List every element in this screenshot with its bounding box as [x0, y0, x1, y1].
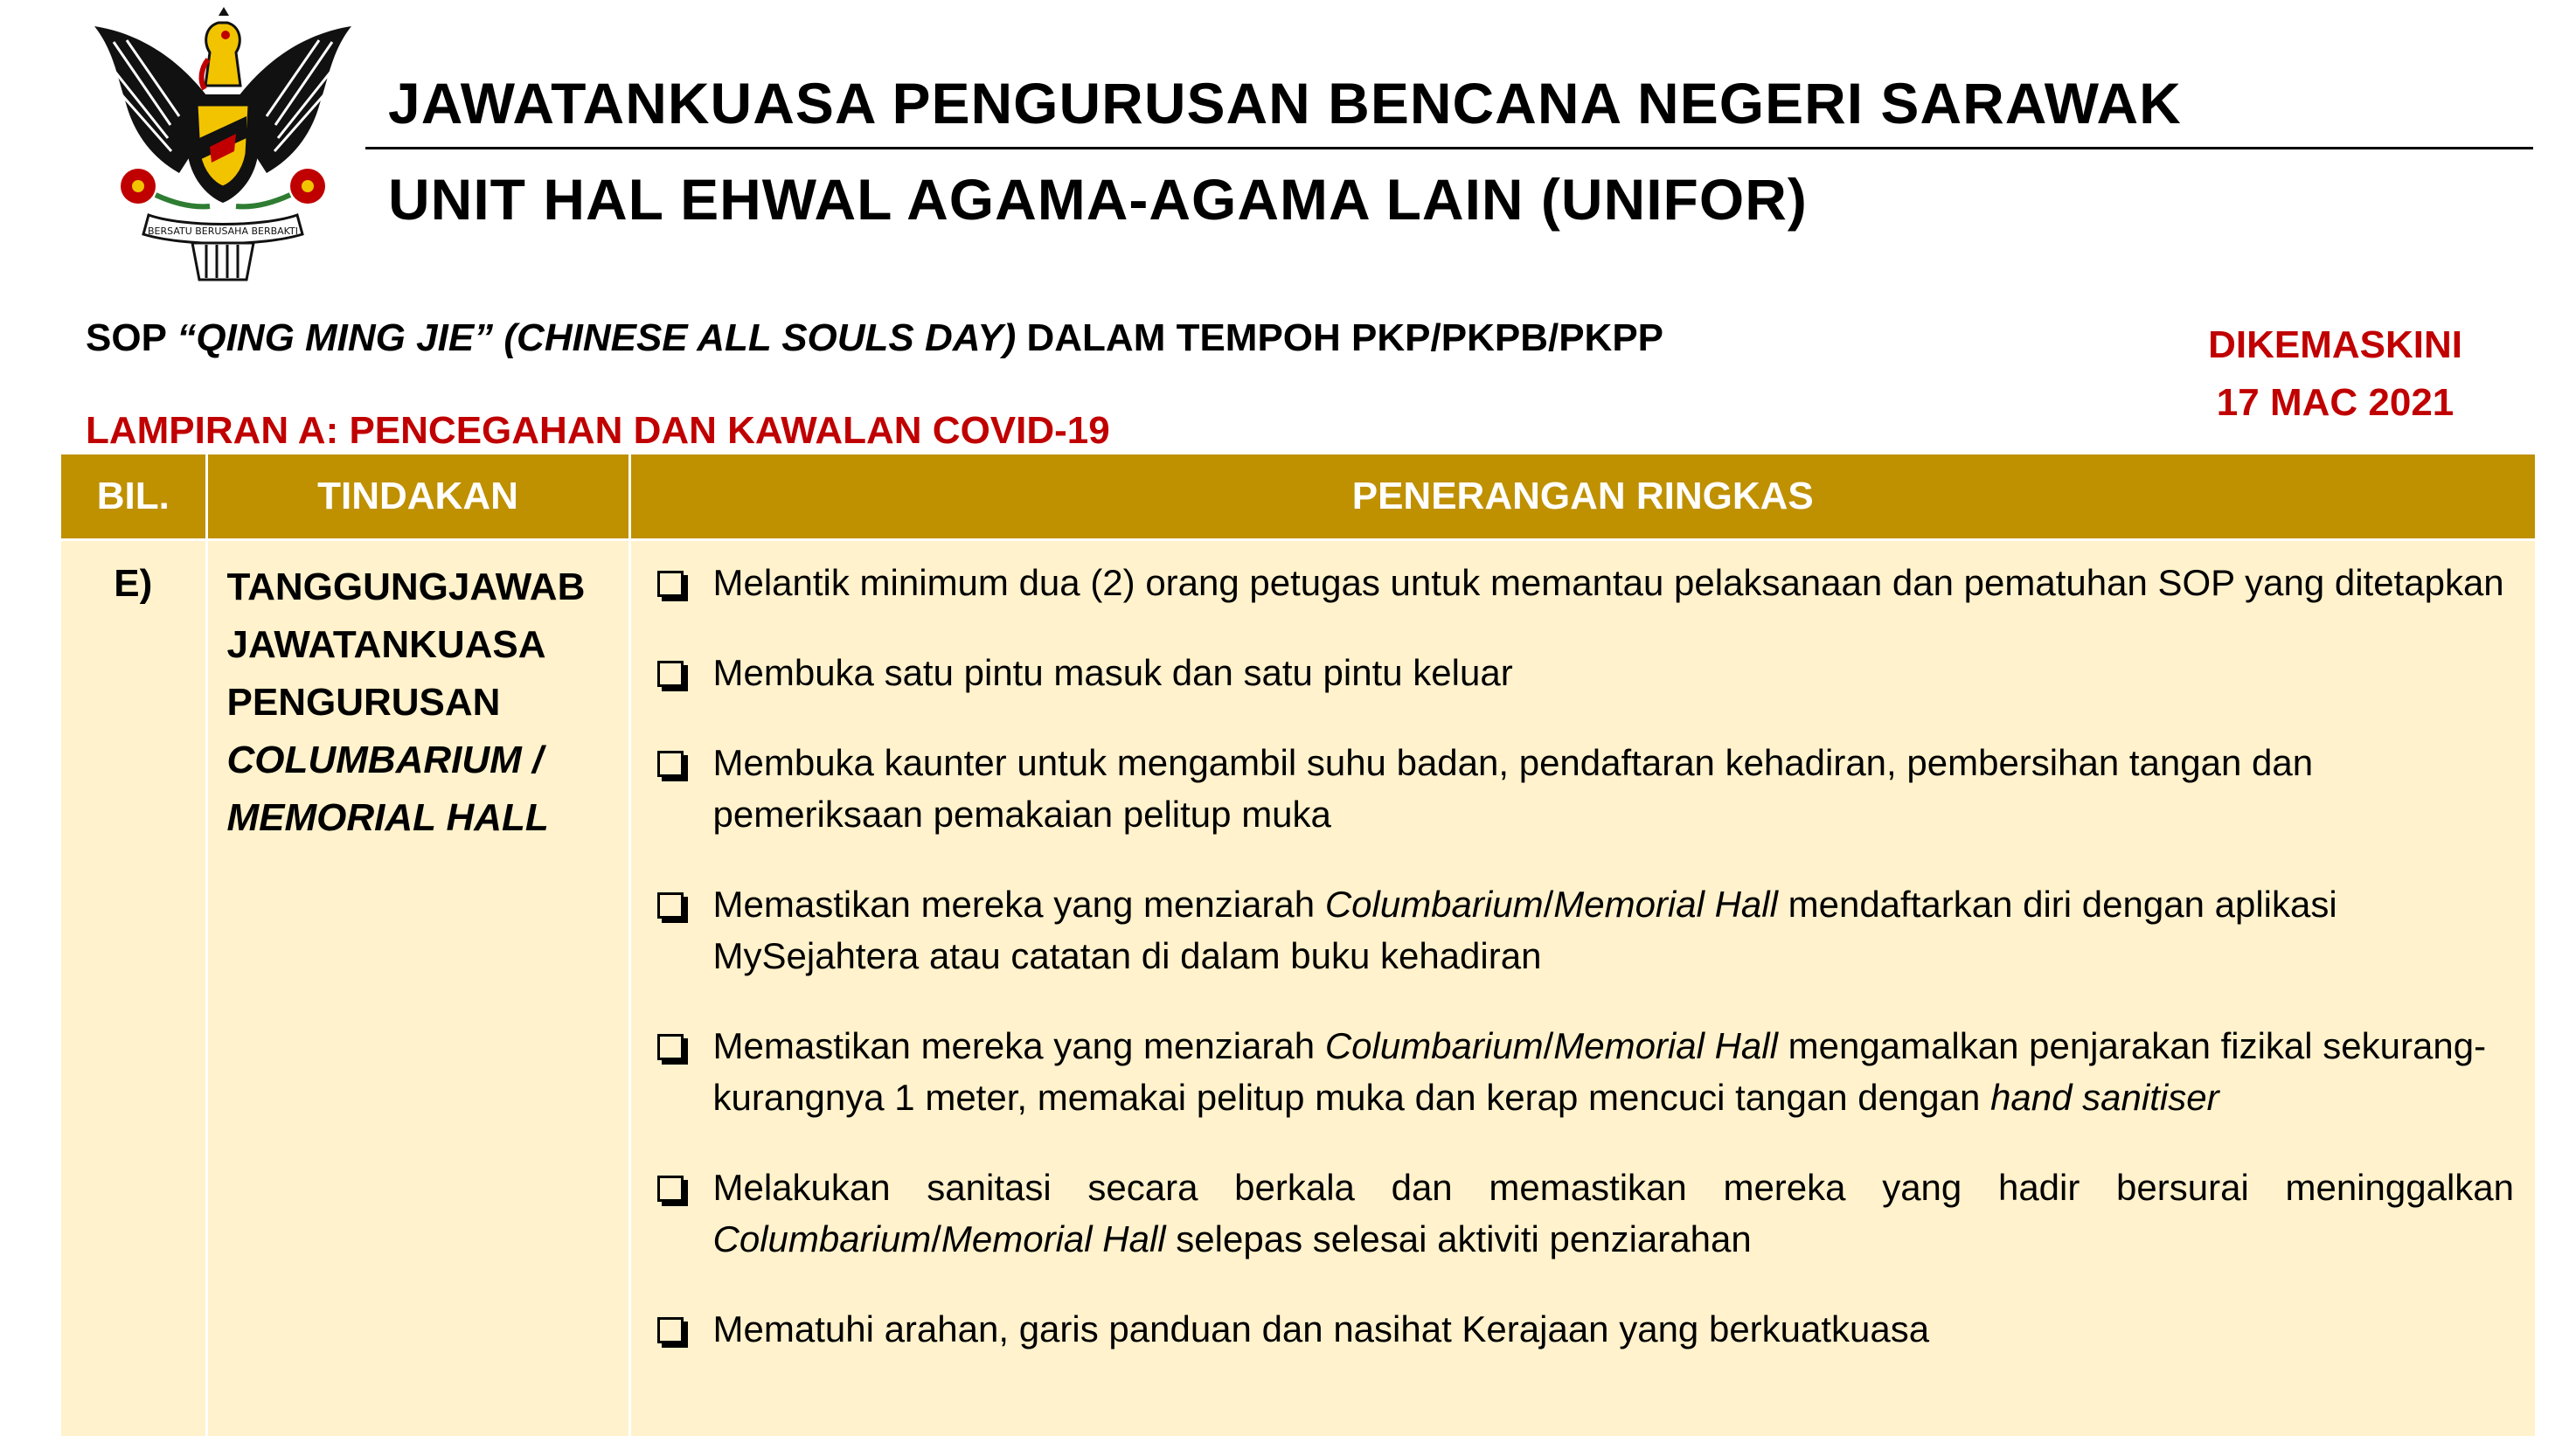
sop-prefix: SOP: [86, 316, 177, 359]
list-item: [649, 1303, 2515, 1355]
cell-tindakan: [206, 540, 629, 1437]
checkbox-icon: [657, 1176, 684, 1202]
crest-motto: BERSATU BERUSAHA BERBAKTI: [148, 225, 298, 237]
tindakan-line: COLUMBARIUM /: [226, 739, 544, 781]
point-text: Melantik minimum dua (2) orang petugas untuk memantau pelaksanaan dan pematuhan SOP yang ditetapkan: [712, 562, 2504, 603]
checkbox-icon: [657, 892, 684, 919]
point-text-italic: Columbarium: [712, 1218, 932, 1259]
updated-label: DIKEMASKINI: [2208, 323, 2462, 366]
point-text: selepas selesai aktiviti penziarahan: [1165, 1218, 1752, 1259]
tindakan-line: JAWATANKUASA: [226, 623, 546, 666]
point-text: Membuka kaunter untuk mengambil suhu badan, pendaftaran kehadiran, pembersihan tangan dan pemeriksaan pemakaian pelitup muka: [712, 742, 2314, 835]
point-text-italic: Memorial Hall: [1553, 1025, 1778, 1066]
checkbox-icon: [657, 1317, 684, 1343]
point-list: [631, 541, 2536, 1355]
cell-bil: E): [61, 540, 206, 1437]
sop-italic: “QING MING JIE” (CHINESE ALL SOULS DAY): [177, 316, 1017, 359]
point-text-italic: Memorial Hall: [1553, 884, 1778, 925]
checkbox-icon: [657, 571, 684, 597]
updated-date: 17 MAC 2021: [2216, 381, 2454, 424]
checkbox-icon: [657, 1034, 684, 1060]
checkbox-icon: [657, 661, 684, 687]
table-header-row: [61, 454, 2535, 540]
header-title-line2: UNIT HAL EHWAL AGAMA-AGAMA LAIN (UNIFOR): [388, 167, 1808, 232]
column-header-bil: BIL.: [61, 454, 206, 540]
table-row: [61, 540, 2535, 1437]
column-header-tindakan: TINDAKAN: [206, 454, 629, 540]
sop-suffix: DALAM TEMPOH PKP/PKPB/PKPP: [1016, 316, 1664, 359]
tindakan-line: TANGGUNGJAWAB: [226, 565, 586, 608]
point-text: Membuka satu pintu masuk dan satu pintu keluar: [712, 652, 1513, 693]
point-text: Melakukan sanitasi secara berkala dan memastikan mereka yang hadir bersurai meninggalkan: [712, 1167, 2514, 1208]
list-item: [649, 878, 2515, 982]
updated-stamp: [2208, 316, 2462, 432]
point-text: /: [1543, 1025, 1554, 1066]
lampiran-title: LAMPIRAN A: PENCEGAHAN DAN KAWALAN COVID-19: [86, 409, 1110, 452]
list-item: [649, 737, 2515, 840]
cell-penerangan: [629, 540, 2535, 1437]
header-title-line1: JAWATANKUASA PENGURUSAN BENCANA NEGERI SARAWAK: [388, 71, 2182, 135]
point-text: mengamalkan penjarakan fizikal sekurang-kurangnya 1 meter, memakai pelitup muka dan kerap mencuci tangan dengan: [712, 1025, 2487, 1118]
tindakan-line: PENGURUSAN: [226, 681, 501, 724]
point-text: /: [1543, 884, 1554, 925]
sop-table: [61, 454, 2535, 1436]
point-text: Mematuhi arahan, garis panduan dan nasihat Kerajaan yang berkuatkuasa: [712, 1308, 1930, 1349]
sarawak-coat-of-arms-icon: [87, 7, 358, 283]
checkbox-icon: [657, 751, 684, 777]
column-header-penerangan: PENERANGAN RINGKAS: [629, 454, 2535, 540]
list-item: [649, 1020, 2515, 1123]
point-text: mendaftarkan diri dengan aplikasi MySejahtera atau catatan di dalam buku kehadiran: [712, 884, 2337, 976]
point-text: Memastikan mereka yang menziarah: [712, 884, 1325, 925]
list-item: [649, 1162, 2515, 1265]
point-text-italic: Columbarium: [1324, 884, 1544, 925]
point-text-italic: hand sanitiser: [1990, 1077, 2219, 1118]
point-text: /: [931, 1218, 941, 1259]
list-item: [649, 647, 2515, 698]
sop-title: [86, 316, 1663, 360]
tindakan-line: MEMORIAL HALL: [226, 796, 549, 839]
point-text-italic: Memorial Hall: [941, 1218, 1166, 1259]
list-item: [649, 557, 2515, 608]
point-text: Memastikan mereka yang menziarah: [712, 1025, 1325, 1066]
header-divider: [365, 147, 2533, 149]
point-text-italic: Columbarium: [1324, 1025, 1544, 1066]
